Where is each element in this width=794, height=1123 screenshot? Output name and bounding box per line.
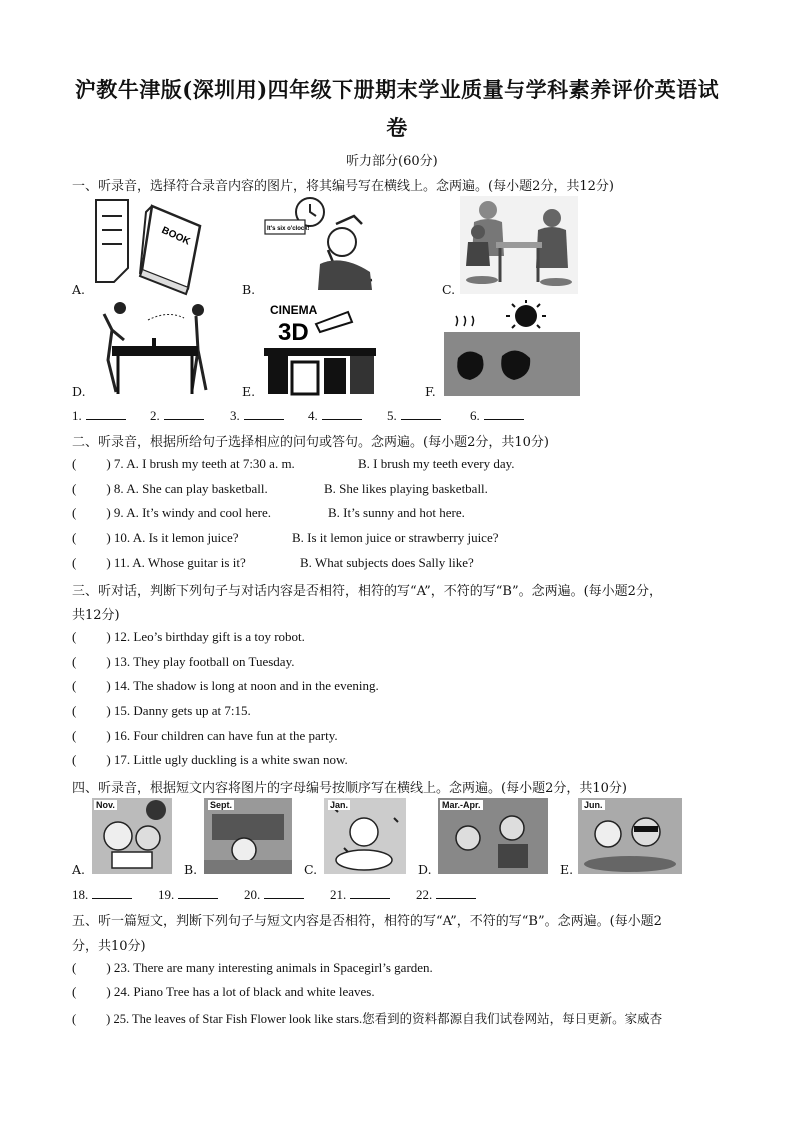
blank-4[interactable]: [308, 407, 362, 424]
blank-3[interactable]: [230, 407, 284, 424]
label-a: A.: [72, 282, 86, 297]
question-7: ( ) 7. A. I brush my teeth at 7:30 a. m.: [72, 456, 295, 471]
question-11: ( ) 11. A. Whose guitar is it?: [72, 555, 246, 570]
label-f: F.: [425, 384, 436, 399]
label-4e: E.: [560, 862, 574, 877]
label-4b: B.: [184, 862, 198, 877]
tag-mar-apr: Mar.-Apr.: [442, 800, 481, 810]
image-a-book: [92, 196, 212, 296]
question-23: ( ) 23. There are many interesting animals in Spacegirl’s garden.: [72, 960, 433, 975]
question-24: ( ) 24. Piano Tree has a lot of black and white leaves.: [72, 984, 375, 999]
question-7-option-b: B. I brush my teeth every day.: [358, 456, 515, 471]
blank-19-label: 19.: [158, 887, 175, 902]
section1-heading: 一、听录音，选择符合录音内容的图片，将其编号写在横线上。念两遍。(每小题2分，共12分): [72, 179, 614, 194]
label-e: E.: [242, 384, 256, 399]
page-title: 沪教牛津版(深圳用)四年级下册期末学业质量与学科素养评价英语试: [74, 77, 720, 102]
question-10-option-b: B. Is it lemon juice or strawberry juice?: [292, 530, 499, 545]
image-e-cinema: [262, 300, 378, 396]
question-8: ( ) 8. A. She can play basketball.: [72, 481, 268, 496]
question-16: ( ) 16. Four children can have fun at the party.: [72, 728, 338, 743]
question-11-option-b: B. What subjects does Sally like?: [300, 555, 474, 570]
question-9-option-b: B. It’s sunny and hot here.: [328, 505, 465, 520]
tag-sept: Sept.: [210, 800, 233, 810]
blank-22[interactable]: [416, 886, 476, 903]
image-4a-birthday: [92, 798, 172, 874]
section5-heading-cont: 分，共10分): [72, 939, 146, 954]
tag-nov: Nov.: [96, 800, 115, 810]
section2-heading: 二、听录音，根据所给句子选择相应的问句或答句。念两遍。(每小题2分，共10分): [72, 435, 549, 450]
blank-1[interactable]: [72, 407, 126, 424]
question-10: ( ) 10. A. Is it lemon juice?: [72, 530, 239, 545]
blank-20-label: 20.: [244, 887, 261, 902]
blank-6-label: 6.: [470, 408, 480, 423]
section3-heading: 三、听对话，判断下列句子与对话内容是否相符，相符的写“A”，不符的写“B”。念两遍。(每小题2分，: [72, 584, 662, 599]
section5-heading: 五、听一篇短文，判断下列句子与短文内容是否相符，相符的写“A”，不符的写“B”。念两遍。(每小题2: [72, 914, 662, 929]
blank-21-label: 21.: [330, 887, 347, 902]
speech-bubble-text: It's six o'clock!: [267, 226, 310, 232]
question-13: ( ) 13. They play football on Tuesday.: [72, 654, 295, 669]
blank-20[interactable]: [244, 886, 304, 903]
blank-3-label: 3.: [230, 408, 240, 423]
image-c-chess-players: [460, 196, 578, 294]
blank-21[interactable]: [330, 886, 390, 903]
tag-jan: Jan.: [330, 800, 349, 810]
image-4e-beach: [578, 798, 682, 874]
section3-heading-cont: 共12分): [72, 608, 120, 623]
blank-6[interactable]: [470, 407, 524, 424]
blank-5[interactable]: [387, 407, 441, 424]
book-cover-text: BOOK: [159, 224, 192, 248]
section4-heading: 四、听录音，根据短文内容将图片的字母编号按顺序写在横线上。念两遍。(每小题2分，共10分): [72, 781, 627, 796]
blank-22-label: 22.: [416, 887, 433, 902]
question-25: ( ) 25. The leaves of Star Fish Flower look like stars.您看到的资料都源自我们试卷网站，每日更新。家威杏: [72, 1012, 663, 1026]
question-15: ( ) 15. Danny gets up at 7:15.: [72, 703, 251, 718]
cinema-sign: CINEMA: [270, 303, 318, 317]
question-9: ( ) 9. A. It’s windy and cool here.: [72, 505, 271, 520]
label-4d: D.: [418, 862, 432, 877]
label-4c: C.: [304, 862, 318, 877]
image-4c-snow: [324, 798, 406, 874]
image-b-alarm-clock: [262, 194, 384, 294]
image-4d-spring: [438, 798, 548, 874]
label-4a: A.: [72, 862, 86, 877]
blank-2-label: 2.: [150, 408, 160, 423]
question-12: ( ) 12. Leo’s birthday gift is a toy robot.: [72, 629, 305, 644]
question-14: ( ) 14. The shadow is long at noon and in the evening.: [72, 678, 379, 693]
blank-19[interactable]: [158, 886, 218, 903]
blank-18[interactable]: [72, 886, 132, 903]
listening-header: 听力部分(60分): [346, 154, 438, 169]
image-f-hot-sun: [444, 300, 580, 396]
label-d: D.: [72, 384, 86, 399]
image-4b-school: [204, 798, 292, 874]
page-title-cont: 卷: [386, 115, 408, 140]
label-b: B.: [242, 282, 256, 297]
blank-5-label: 5.: [387, 408, 397, 423]
question-8-option-b: B. She likes playing basketball.: [324, 481, 488, 496]
image-d-table-tennis: [98, 300, 214, 396]
tag-jun: Jun.: [584, 800, 603, 810]
label-c: C.: [442, 282, 456, 297]
blank-1-label: 1.: [72, 408, 82, 423]
cinema-3d-sign: 3D: [278, 319, 309, 346]
question-17: ( ) 17. Little ugly duckling is a white swan now.: [72, 752, 348, 767]
blank-18-label: 18.: [72, 887, 89, 902]
blank-2[interactable]: [150, 407, 204, 424]
blank-4-label: 4.: [308, 408, 318, 423]
